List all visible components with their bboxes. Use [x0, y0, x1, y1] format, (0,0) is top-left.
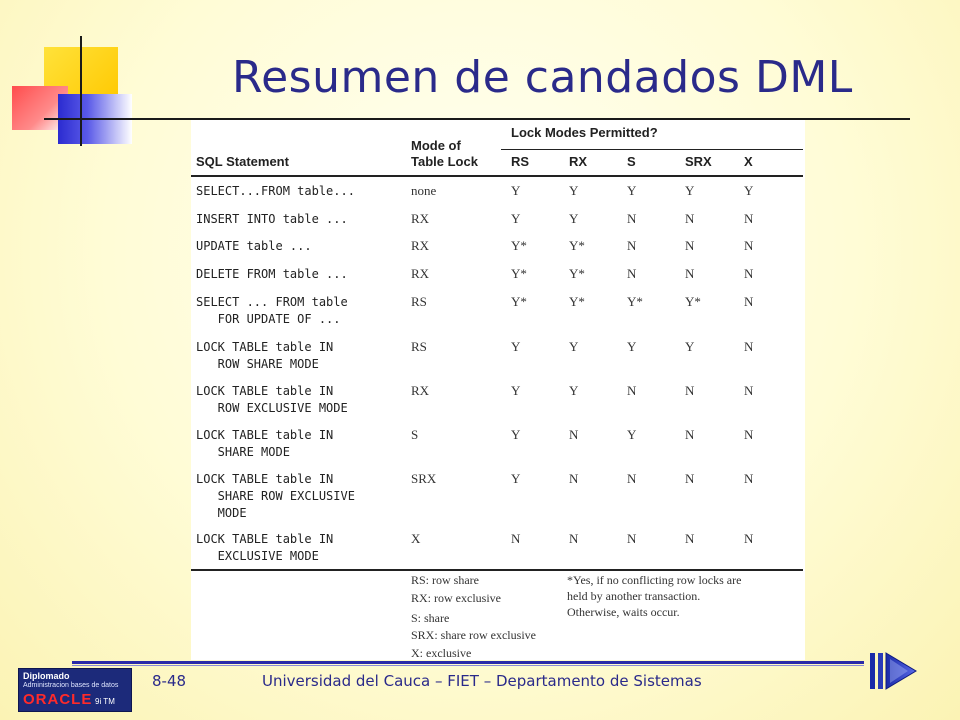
cell-srx: N [685, 383, 695, 398]
cell-x: N [744, 471, 754, 486]
cell-s: N [627, 266, 637, 281]
footnote-line: held by another transaction. [567, 589, 701, 603]
legend-item: X: exclusive [411, 646, 472, 660]
row-sql: DELETE FROM table ... [196, 267, 348, 281]
footer-rule-light [72, 665, 864, 666]
cell-rs: Y [511, 427, 521, 442]
row-sql: SELECT ... FROM table FOR UPDATE OF ... [196, 295, 348, 326]
cell-x: N [744, 294, 754, 309]
cell-srx: N [685, 266, 695, 281]
row-sql: LOCK TABLE table IN SHARE ROW EXCLUSIVE MODE [196, 472, 355, 520]
cell-rs: Y [511, 183, 521, 198]
cell-srx: N [685, 427, 695, 442]
row-mode: SRX [411, 471, 437, 486]
row-sql: LOCK TABLE table IN EXCLUSIVE MODE [196, 532, 334, 563]
cell-srx: N [685, 531, 695, 546]
cell-rx: Y* [569, 266, 585, 281]
cell-x: N [744, 266, 754, 281]
logo-oracle: ORACLE [23, 691, 93, 708]
header-mode-line2: Table Lock [411, 154, 478, 169]
footnote-line: Otherwise, waits occur. [567, 605, 680, 619]
cell-rs: Y* [511, 238, 527, 253]
cell-srx: N [685, 238, 695, 253]
slide-title: Resumen de candados DML [232, 52, 853, 103]
legend-item: RX: row exclusive [411, 591, 501, 605]
next-slide-icon[interactable] [868, 650, 920, 692]
cell-s: Y [627, 427, 637, 442]
cell-rx: Y [569, 211, 579, 226]
header-permitted-rule [501, 149, 803, 150]
cell-rs: Y [511, 383, 521, 398]
cell-srx: Y [685, 339, 695, 354]
cell-rx: N [569, 531, 579, 546]
row-sql: LOCK TABLE table IN ROW SHARE MODE [196, 340, 334, 371]
row-mode: X [411, 531, 421, 546]
header-mode-rx: RX [569, 154, 588, 169]
cell-x: N [744, 427, 754, 442]
diplomado-oracle-logo [18, 668, 132, 712]
header-mode-srx: SRX [685, 154, 712, 169]
header-mode-x: X [744, 154, 753, 169]
cell-x: Y [744, 183, 754, 198]
cell-s: N [627, 211, 637, 226]
cell-srx: Y [685, 183, 695, 198]
header-mode-s: S [627, 154, 636, 169]
header-mode-line1: Mode of [411, 138, 461, 153]
cell-rx: N [569, 427, 579, 442]
cell-srx: N [685, 471, 695, 486]
cell-s: Y [627, 183, 637, 198]
cell-rx: Y [569, 383, 579, 398]
cell-x: N [744, 339, 754, 354]
legend-item: RS: row share [411, 573, 479, 587]
cell-srx: Y* [685, 294, 701, 309]
row-mode: RS [411, 294, 427, 309]
cell-x: N [744, 531, 754, 546]
cell-s: N [627, 383, 637, 398]
row-mode: RX [411, 266, 430, 281]
header-lock-modes-permitted: Lock Modes Permitted? [511, 125, 658, 140]
cell-rx: Y [569, 339, 579, 354]
footnote-line: *Yes, if no conflicting row locks are [567, 573, 742, 587]
row-sql: SELECT...FROM table... [196, 184, 355, 198]
legend-item: S: share [411, 611, 450, 625]
logo-line1: Diplomado [23, 671, 70, 681]
logo-line2: Administracion bases de datos [23, 682, 119, 689]
cell-rx: Y [569, 183, 579, 198]
slide-number: 8-48 [152, 672, 187, 690]
lock-modes-table [191, 120, 805, 660]
cell-rs: Y* [511, 294, 527, 309]
cell-rs: N [511, 531, 521, 546]
footer-text: Universidad del Cauca – FIET – Departamento de Sistemas [262, 672, 702, 690]
cell-srx: N [685, 211, 695, 226]
cell-s: N [627, 471, 637, 486]
row-sql: LOCK TABLE table IN SHARE MODE [196, 428, 334, 459]
row-mode: RS [411, 339, 427, 354]
cell-rs: Y [511, 211, 521, 226]
table-bottom-rule [191, 569, 803, 571]
legend-item: SRX: share row exclusive [411, 628, 536, 642]
row-sql: LOCK TABLE table IN ROW EXCLUSIVE MODE [196, 384, 348, 415]
cell-rs: Y* [511, 266, 527, 281]
row-mode: RX [411, 238, 430, 253]
cell-x: N [744, 383, 754, 398]
row-mode: RX [411, 383, 430, 398]
cell-s: N [627, 531, 637, 546]
row-sql: UPDATE table ... [196, 239, 312, 253]
row-sql: INSERT INTO table ... [196, 212, 348, 226]
header-mode-rs: RS [511, 154, 530, 169]
cell-rx: Y* [569, 294, 585, 309]
cell-s: Y* [627, 294, 643, 309]
cell-rx: Y* [569, 238, 585, 253]
cell-rx: N [569, 471, 579, 486]
decor-vertical-line [80, 36, 82, 146]
cell-x: N [744, 211, 754, 226]
header-sql-statement: SQL Statement [196, 154, 289, 169]
cell-s: Y [627, 339, 637, 354]
footer-rule [72, 661, 864, 664]
row-mode: none [411, 183, 437, 198]
cell-x: N [744, 238, 754, 253]
row-mode: S [411, 427, 419, 442]
header-bottom-rule [191, 175, 803, 177]
cell-rs: Y [511, 339, 521, 354]
cell-rs: Y [511, 471, 521, 486]
logo-version: 9i TM [95, 697, 115, 706]
cell-s: N [627, 238, 637, 253]
row-mode: RX [411, 211, 430, 226]
